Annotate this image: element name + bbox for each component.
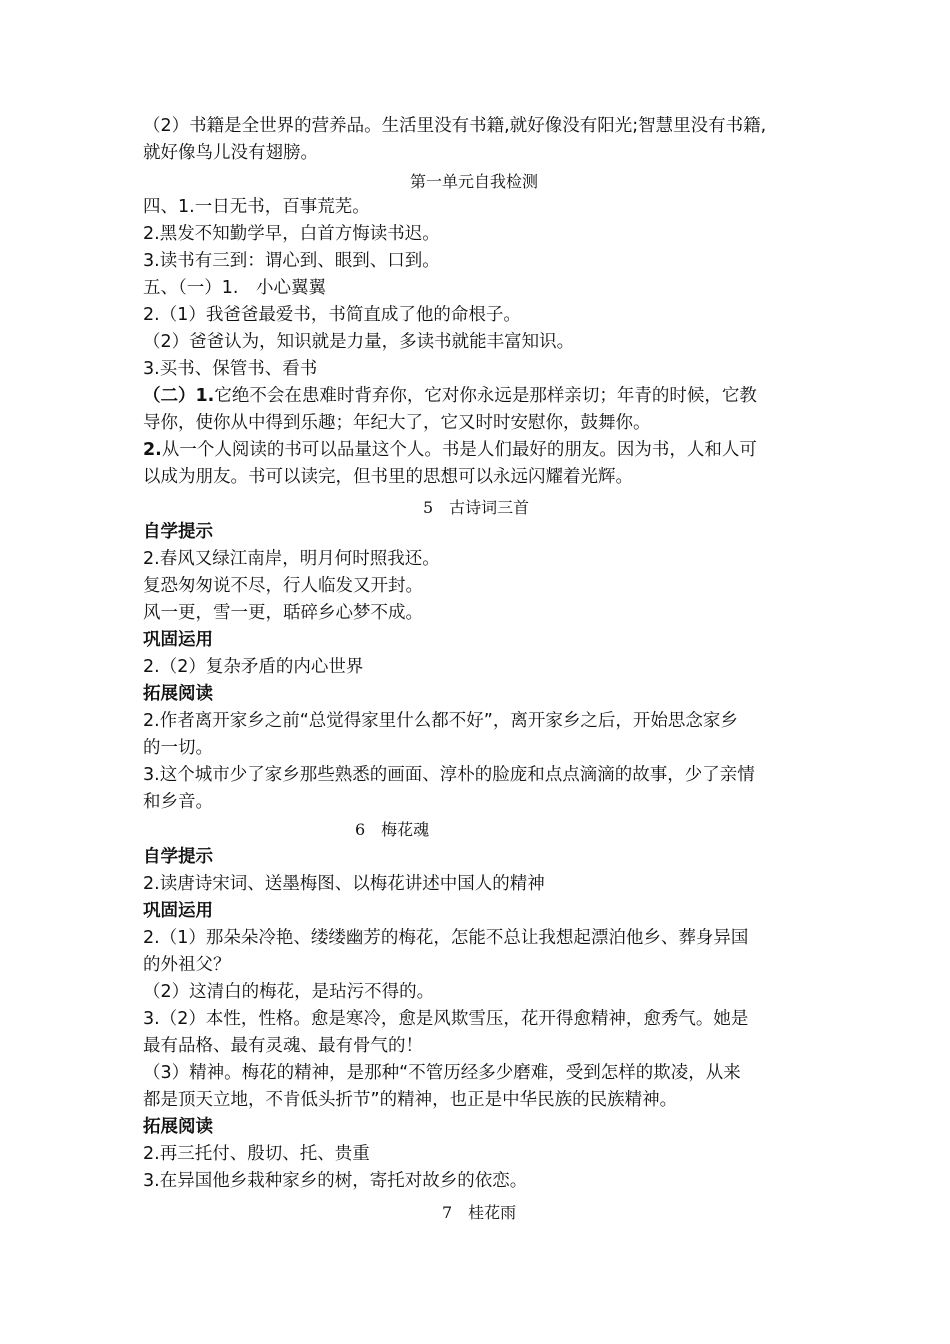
subsection-heading: 拓展阅读: [143, 684, 213, 704]
paragraph-line: 导你，使你从中得到乐趣；年纪大了，它又时时安慰你，鼓舞你。: [143, 413, 651, 433]
paragraph-line: 就好像鸟儿没有翅膀。: [143, 143, 318, 163]
subsection-heading: 拓展阅读: [143, 1117, 213, 1137]
paragraph-line: （2）书籍是全世界的营养品。生活里没有书籍,就好像没有阳光;智慧里没有书籍,: [143, 116, 767, 136]
subsection-heading: 巩固运用: [143, 630, 213, 650]
paragraph-line: 的一切。: [143, 738, 213, 758]
paragraph-line: 四、1.一日无书，百事荒芜。: [143, 197, 370, 217]
paragraph-line: 3.（2）本性，性格。愈是寒冷，愈是风欺雪压，花开得愈精神，愈秀气。她是: [143, 1009, 749, 1029]
paragraph-line: 2.（1）我爸爸最爱书，书简直成了他的命根子。: [143, 305, 521, 325]
paragraph-line: [143, 437, 815, 464]
paragraph-line: 都是顶天立地，不肯低头折节”的精神，也正是中华民族的民族精神。: [143, 1090, 678, 1110]
paragraph-line: 2.春风又绿江南岸，明月何时照我还。: [143, 549, 440, 569]
paragraph-line: 复恐匆匆说不尽，行人临发又开封。: [143, 576, 423, 596]
paragraph-line: 的外祖父？: [143, 955, 231, 975]
section-heading: 第一单元自我检测: [410, 172, 539, 191]
lesson-heading: 6 梅花魂: [355, 820, 430, 839]
paragraph-line: 2.（2）复杂矛盾的内心世界: [143, 657, 364, 677]
lesson-heading: 7 桂花雨: [442, 1203, 517, 1222]
paragraph-line: 3.这个城市少了家乡那些熟悉的画面、淳朴的脸庞和点点滴滴的故事，少了亲情: [143, 765, 755, 785]
paragraph-line: （2）这清白的梅花，是玷污不得的。: [143, 982, 435, 1002]
paragraph-line: 2.黑发不知勤学早，白首方悔读书迟。: [143, 224, 440, 244]
item-number: （二）1.: [143, 386, 215, 406]
subsection-heading: 巩固运用: [143, 901, 213, 921]
paragraph-line: [143, 383, 815, 410]
paragraph-line: 2.再三托付、殷切、托、贵重: [143, 1144, 370, 1164]
paragraph-line: 3.读书有三到：谓心到、眼到、口到。: [143, 251, 440, 271]
paragraph-line: （3）精神。梅花的精神，是那种“不管历经多少磨难，受到怎样的欺凌，从来: [143, 1063, 741, 1083]
paragraph-line: （2）爸爸认为，知识就是力量，多读书就能丰富知识。: [143, 332, 575, 352]
item-text: 它绝不会在患难时背弃你，它对你永远是那样亲切；年青的时候，它教: [214, 386, 757, 406]
item-number: 2.: [143, 440, 162, 460]
paragraph-line: 风一更，雪一更，聒碎乡心梦不成。: [143, 603, 423, 623]
item-text: 从一个人阅读的书可以品量这个人。书是人们最好的朋友。因为书，人和人可: [161, 440, 757, 460]
paragraph-line: 3.买书、保管书、看书: [143, 359, 318, 379]
subsection-heading: 自学提示: [143, 847, 213, 867]
paragraph-line: 2.读唐诗宋词、送墨梅图、以梅花讲述中国人的精神: [143, 874, 545, 894]
paragraph-line: 2.作者离开家乡之前“总觉得家里什么都不好”，离开家乡之后，开始思念家乡: [143, 711, 738, 731]
paragraph-line: 3.在异国他乡栽种家乡的树，寄托对故乡的依恋。: [143, 1171, 528, 1191]
paragraph-line: 五、（一）1. 小心翼翼: [143, 278, 326, 298]
paragraph-line: 以成为朋友。书可以读完，但书里的思想可以永远闪耀着光辉。: [143, 467, 633, 487]
paragraph-line: 和乡音。: [143, 792, 213, 812]
paragraph-line: 最有品格、最有灵魂、最有骨气的！: [143, 1036, 423, 1056]
paragraph-line: 2.（1）那朵朵冷艳、缕缕幽芳的梅花，怎能不总让我想起漂泊他乡、葬身异国: [143, 928, 749, 948]
subsection-heading: 自学提示: [143, 522, 213, 542]
lesson-heading: 5 古诗词三首: [423, 498, 530, 517]
